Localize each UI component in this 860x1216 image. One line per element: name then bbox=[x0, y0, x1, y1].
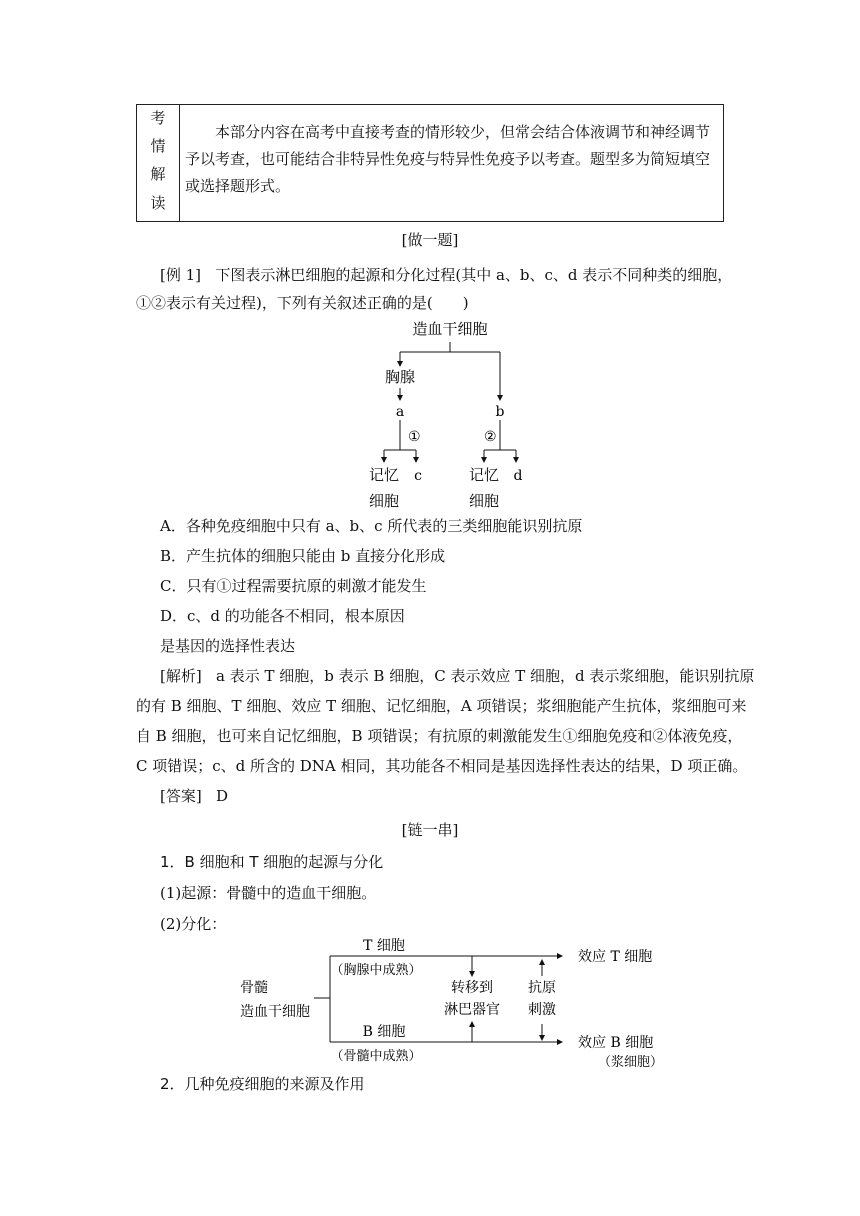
diagram1-cell-b: b bbox=[495, 404, 505, 420]
info-label-char: 情 bbox=[150, 137, 166, 155]
exam-info-box bbox=[136, 104, 724, 222]
diagram1-cell-c: c bbox=[414, 468, 422, 484]
example-question-line2: ①②表示有关过程)，下列有关叙述正确的是( ) bbox=[136, 294, 469, 312]
point1-origin: (1)起源：骨髓中的造血干细胞。 bbox=[160, 884, 377, 902]
answer-tag: [答案] bbox=[160, 787, 202, 805]
diagram2-plasma-note: （浆细胞） bbox=[598, 1055, 664, 1070]
lymphocyte-origin-diagram bbox=[360, 316, 540, 516]
diagram2-t-cell: T 细胞 bbox=[363, 938, 405, 954]
info-box-text: 本部分内容在高考中直接考查的情形较少，但常会结合体液调节和神经调节予以考查，也可能结合非特异性免疫与特异性免疫予以考查。题型多为简短填空或选择题形式。 bbox=[185, 123, 711, 195]
diagram1-memory-right-line2: 细胞 bbox=[468, 492, 500, 510]
diagram2-source-line2: 造血干细胞 bbox=[240, 1004, 310, 1020]
analysis-line1 bbox=[160, 666, 754, 686]
diagram2-transfer-line1: 转移到 bbox=[451, 980, 493, 996]
diagram1-memory-right-line1: 记忆 bbox=[468, 466, 500, 484]
diagram1-memory-left-line2: 细胞 bbox=[368, 492, 400, 510]
diagram1-cell-a: a bbox=[395, 404, 405, 420]
analysis-text-line1: a 表示 T 细胞，b 表示 B 细胞，C 表示效应 T 细胞，d 表示浆细胞，能识别抗原 bbox=[216, 667, 755, 685]
section-title-link-chain: [链一串] bbox=[401, 821, 459, 839]
example-text-line1: 下图表示淋巴细胞的起源和分化过程(其中 a、b、c、d 表示不同种类的细胞， bbox=[215, 266, 733, 284]
diagram2-transfer-line2: 淋巴器官 bbox=[444, 1002, 500, 1018]
point1-heading: 1．B 细胞和 T 细胞的起源与分化 bbox=[160, 853, 384, 871]
diagram1-process-2: ② bbox=[484, 429, 497, 445]
analysis-line3: 自 B 细胞，也可来自记忆细胞，B 项错误；有抗原的刺激能发生①细胞免疫和②体液免疫， bbox=[136, 727, 743, 745]
info-label-char: 解 bbox=[150, 165, 166, 183]
option-c: C．只有①过程需要抗原的刺激才能发生 bbox=[160, 577, 427, 595]
diagram2-t-note: （胸腺中成熟） bbox=[330, 963, 422, 978]
analysis-line2: 的有 B 细胞、T 细胞、效应 T 细胞、记忆细胞，A 项错误；浆细胞能产生抗体，浆细胞可来 bbox=[136, 697, 747, 715]
diagram1-cell-d: d bbox=[513, 468, 523, 484]
info-label-char: 考 bbox=[150, 109, 166, 127]
point2-heading: 2．几种免疫细胞的来源及作用 bbox=[160, 1075, 365, 1093]
analysis-tag: [解析] bbox=[160, 667, 202, 685]
diagram2-b-cell: B 细胞 bbox=[362, 1024, 406, 1040]
option-a: A．各种免疫细胞中只有 a、b、c 所代表的三类细胞能识别抗原 bbox=[160, 517, 583, 535]
diagram1-thymus-label: 胸腺 bbox=[384, 368, 416, 386]
example-tag: [例 1] bbox=[160, 266, 202, 284]
diagram2-b-note: （骨髓中成熟） bbox=[330, 1049, 422, 1064]
answer-line bbox=[160, 786, 228, 806]
diagram2-antigen-line1: 抗原 bbox=[528, 980, 556, 996]
info-label-char: 读 bbox=[150, 194, 166, 212]
info-box-divider bbox=[179, 105, 180, 221]
analysis-line4: C 项错误；c、d 所含的 DNA 相同，其功能各不相同是基因选择性表达的结果，D 项正确。 bbox=[136, 757, 748, 775]
diagram2-source-line1: 骨髓 bbox=[240, 980, 268, 996]
option-d-line2: 是基因的选择性表达 bbox=[160, 637, 296, 655]
option-d-line1: D．c、d 的功能各不相同，根本原因 bbox=[160, 607, 405, 625]
section-title-do-one: [做一题] bbox=[401, 231, 459, 249]
diagram1-memory-left-line1: 记忆 bbox=[368, 466, 400, 484]
point1-differentiation-label: (2)分化： bbox=[160, 915, 227, 933]
diagram1-root-label: 造血干细胞 bbox=[412, 320, 488, 338]
diagram1-process-1: ① bbox=[408, 429, 421, 445]
bt-cell-differentiation-diagram bbox=[236, 930, 696, 1070]
diagram2-effector-b: 效应 B 细胞 bbox=[578, 1035, 654, 1051]
diagram2-antigen-line2: 刺激 bbox=[528, 1002, 556, 1018]
diagram2-effector-t: 效应 T 细胞 bbox=[578, 949, 653, 965]
example-question-line1 bbox=[160, 265, 732, 285]
option-b: B．产生抗体的细胞只能由 b 直接分化形成 bbox=[160, 547, 446, 565]
answer-value: D bbox=[216, 787, 229, 805]
